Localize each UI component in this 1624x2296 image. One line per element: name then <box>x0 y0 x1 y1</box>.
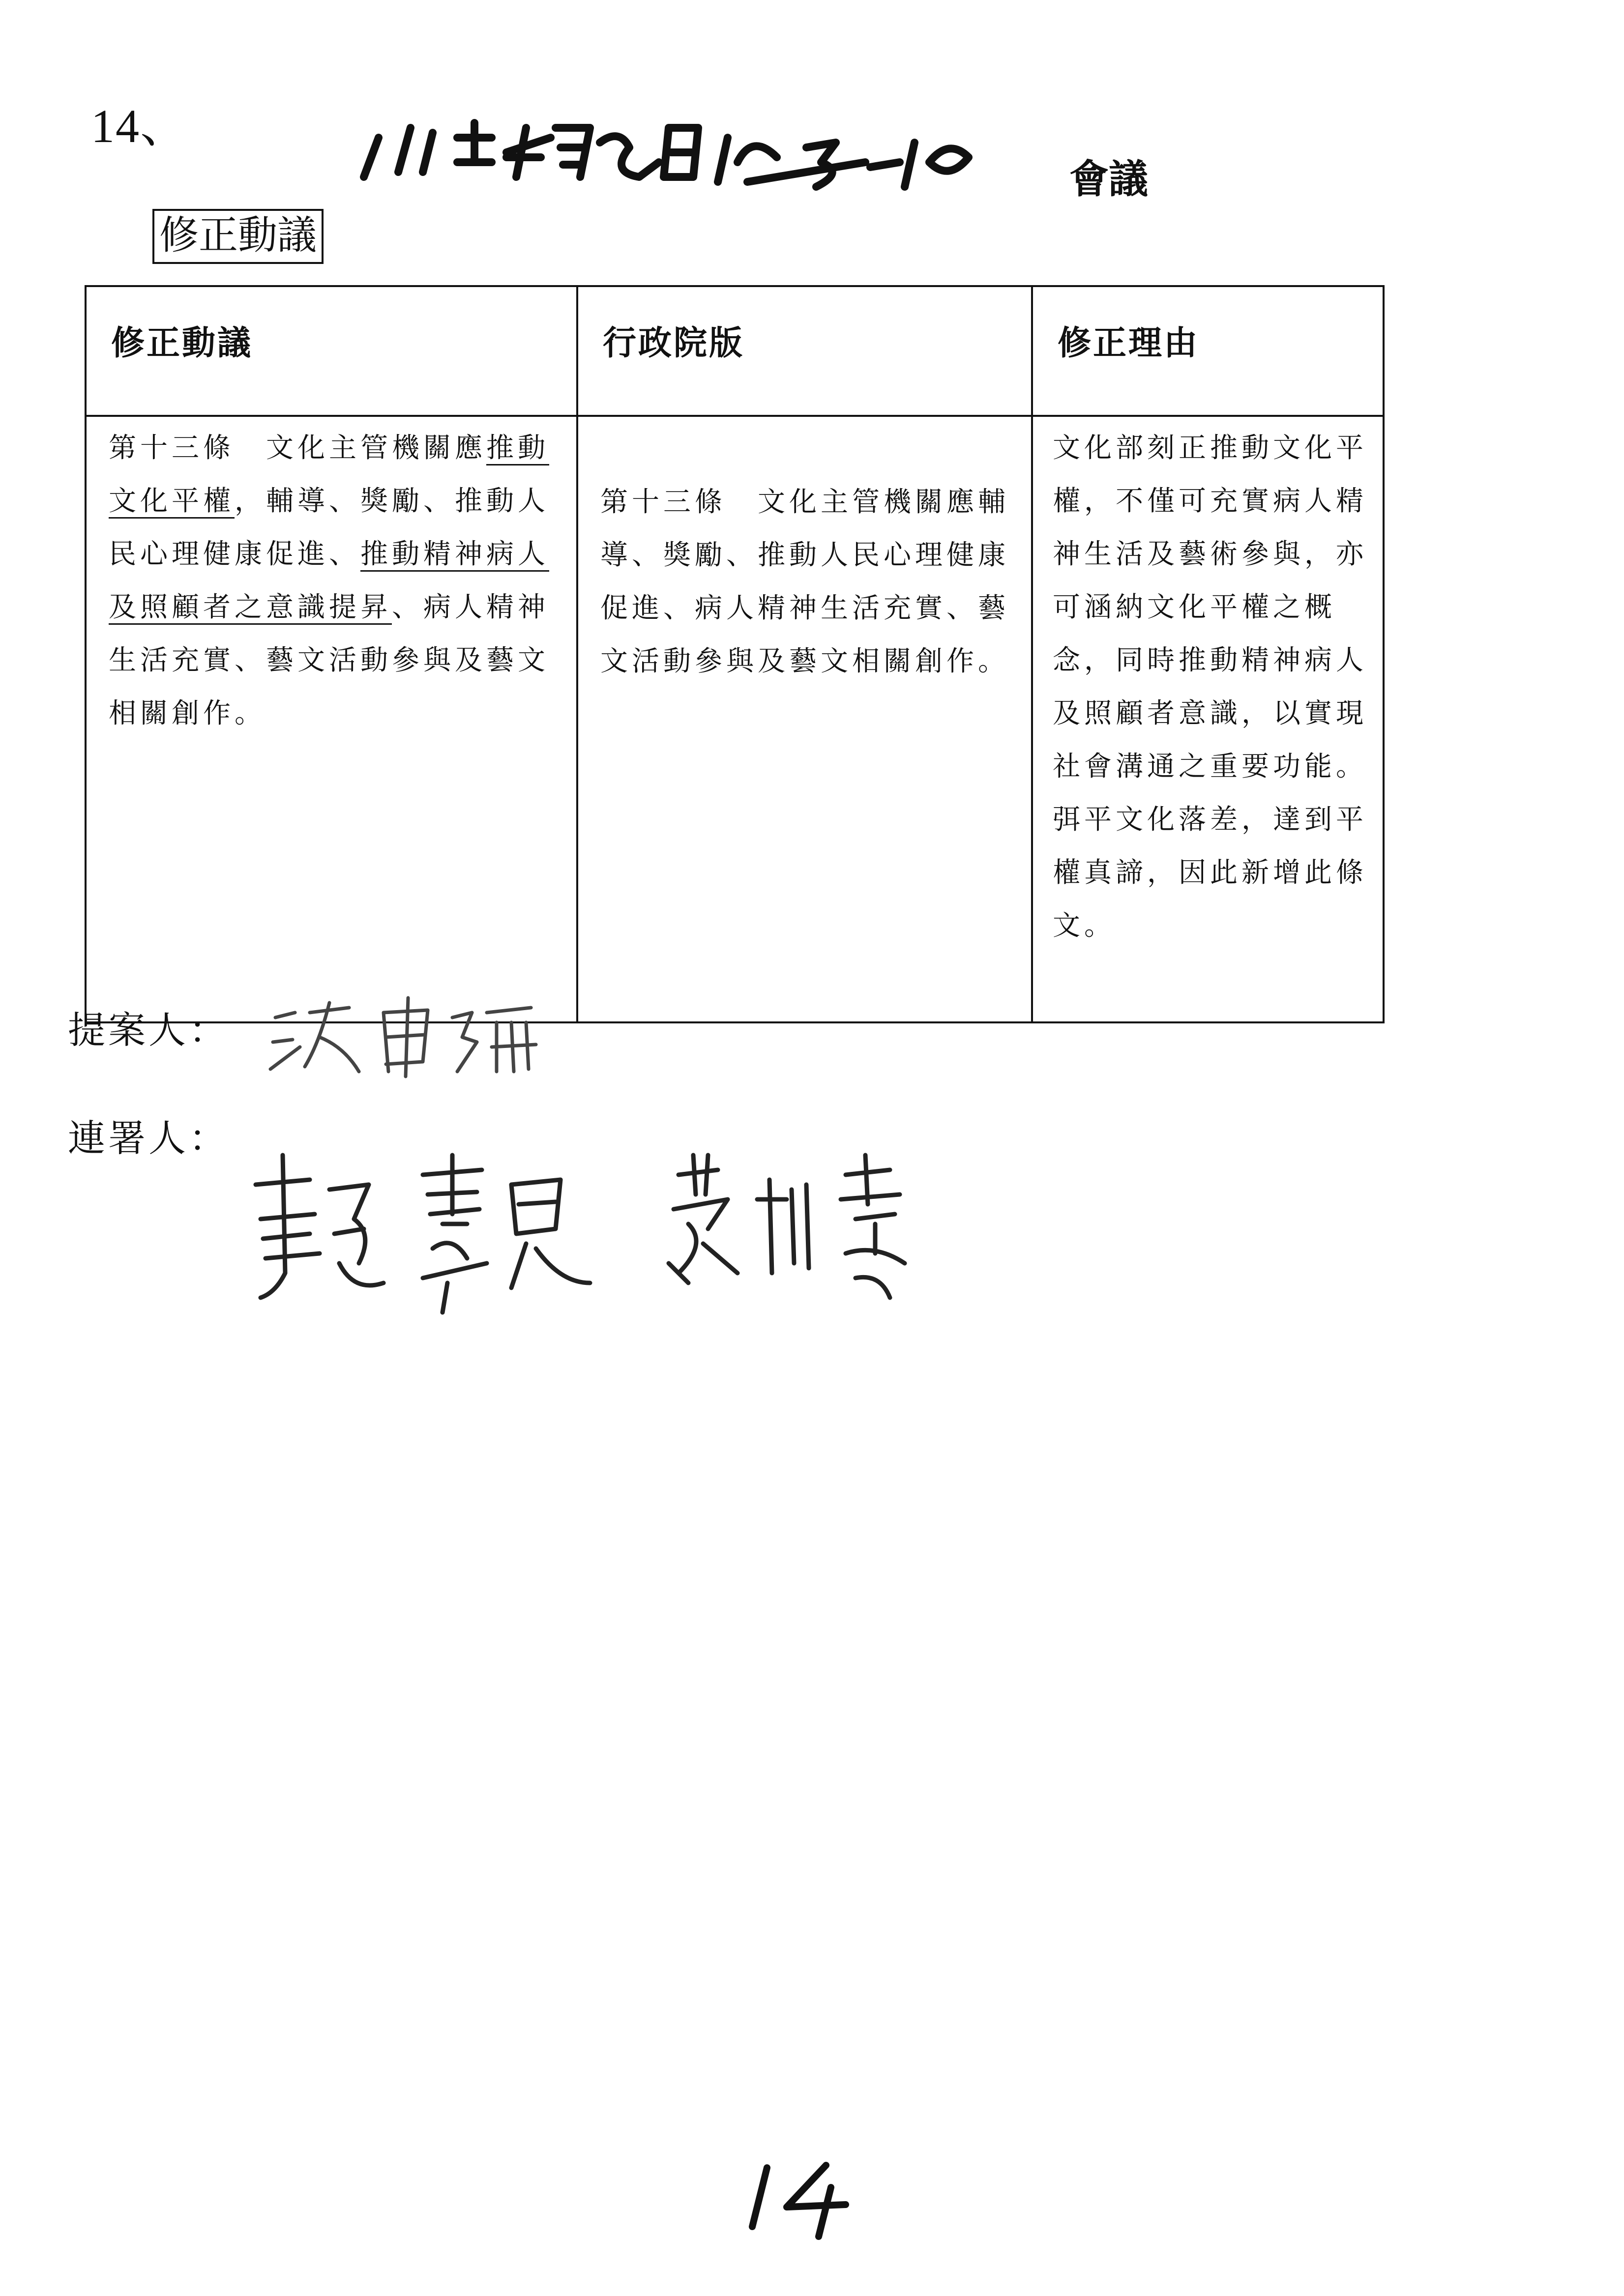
proposer-signature <box>266 983 570 1081</box>
cosigner-signatures <box>236 1135 1023 1342</box>
table-row <box>86 416 1384 1022</box>
reason-cell: 文化部刻正推動文化平權，不僅可充實病人精神生活及藝術參與，亦可涵納文化平權之概念，同時推動精神病人及照顧者意識，以實現社會溝通之重要功能。弭平文化落差，達到平權真諦，因此新增此條文。 <box>1032 416 1384 1022</box>
executive-cell <box>577 416 1032 1022</box>
executive-article: 第十三條 <box>600 486 726 518</box>
motion-cell <box>86 416 577 1022</box>
meeting-date-stamp <box>344 108 1180 206</box>
cosigner-label: 連署人： <box>68 1116 229 1160</box>
proposer-label: 提案人： <box>68 1008 229 1052</box>
footer-page-number <box>733 2153 880 2241</box>
motion-table <box>85 285 1385 1023</box>
header-executive: 行政院版 <box>577 286 1032 416</box>
header-reason: 修正理由 <box>1032 286 1384 416</box>
motion-article: 第十三條 <box>109 432 235 464</box>
executive-text: 文化主管機關應輔導、獎勵、推動人民心理健康促進、病人精神生活充實、藝文活動參與及藝文相關創作。 <box>600 486 1009 677</box>
item-number: 14、 <box>91 100 188 152</box>
motion-added-1: 推動文化平權 <box>109 432 549 517</box>
table-header-row <box>86 286 1384 416</box>
motion-text-after: 、病人精神生活充實、藝文活動參與及藝文相關創作。 <box>109 591 549 729</box>
meeting-label: 會議 <box>1069 156 1148 202</box>
motion-text-before: 文化主管機關應 <box>266 432 486 464</box>
header-motion: 修正動議 <box>86 286 577 416</box>
motion-added-2: 推動精神病人及照顧者之意識提昇 <box>109 538 549 623</box>
motion-text-middle: ，輔導、獎勵、推動人民心理健康促進、 <box>109 485 549 570</box>
motion-tag: 修正動議 <box>152 209 324 264</box>
